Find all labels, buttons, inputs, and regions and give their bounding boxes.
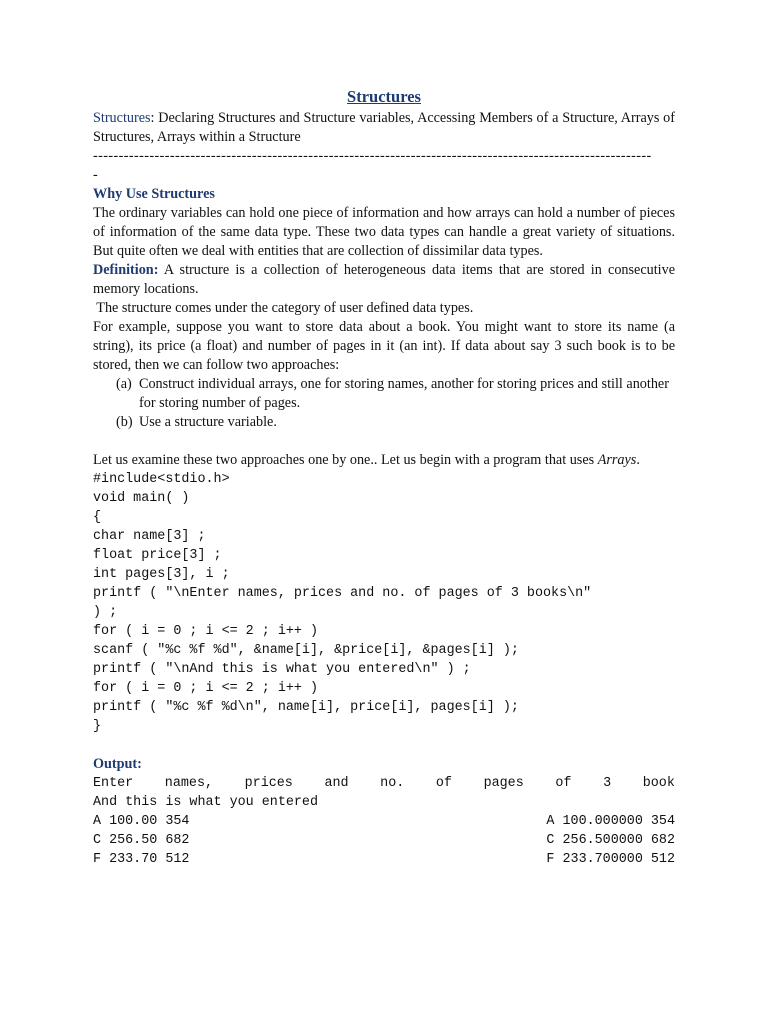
output-second-line: And this is what you entered xyxy=(93,795,318,810)
code-line: printf ( "\nEnter names, prices and no. of pages of 3 books\n" xyxy=(93,586,592,601)
list-item xyxy=(93,375,675,413)
code-line: printf ( "\nAnd this is what you entered\n" ) ; xyxy=(93,662,471,677)
output-left: C 256.50 682 xyxy=(93,833,190,848)
examine-end: . xyxy=(636,452,640,468)
output-row xyxy=(93,850,675,869)
definition-label: Definition: xyxy=(93,262,159,278)
divider-tail: - xyxy=(93,167,98,183)
code-line: printf ( "%c %f %d\n", name[i], price[i], pages[i] ); xyxy=(93,700,519,715)
code-line: #include<stdio.h> xyxy=(93,472,230,487)
output-right: F 233.700000 512 xyxy=(546,852,675,867)
list-item xyxy=(93,413,675,432)
output-word: of xyxy=(435,776,452,791)
intro-label: Structures xyxy=(93,110,151,126)
output-row xyxy=(93,831,675,850)
output-right: C 256.500000 682 xyxy=(546,833,675,848)
code-line: int pages[3], i ; xyxy=(93,567,230,582)
code-line: void main( ) xyxy=(93,491,190,506)
intro-text: : Declaring Structures and Structure variables, Accessing Members of a Structure, Arrays of Structures, Arrays within a Structure xyxy=(93,110,675,145)
intro-paragraph xyxy=(93,109,675,147)
document-page xyxy=(93,86,675,869)
list-item-text: Construct individual arrays, one for storing names, another for storing prices and still another for storing number of pages. xyxy=(139,376,669,411)
output-left: F 233.70 512 xyxy=(93,852,190,867)
output-word: Enter xyxy=(93,776,134,791)
why-paragraph: The ordinary variables can hold one piece of information and how arrays can hold a number of pieces of information of the same data type. These two data types can handle a great variety of situations. But quite often we deal with entities that are collection of dissimilar data types. xyxy=(93,205,675,259)
code-block xyxy=(93,470,675,736)
why-heading: Why Use Structures xyxy=(93,186,215,202)
code-line: char name[3] ; xyxy=(93,529,206,544)
output-word: and xyxy=(324,776,349,791)
code-line: ) ; xyxy=(93,605,118,620)
examine-text: Let us examine these two approaches one by one.. Let us begin with a program that uses xyxy=(93,452,598,468)
code-line: { xyxy=(93,510,102,525)
page-title: Structures xyxy=(347,87,421,106)
output-word: names, xyxy=(164,776,214,791)
example-paragraph: For example, suppose you want to store data about a book. You might want to store its name (a string), its price (a float) and number of pages in it (an int). If data about say 3 such book is to be stored, then we can follow two approaches: xyxy=(93,319,675,373)
output-word: no. xyxy=(380,776,405,791)
examine-italic: Arrays xyxy=(597,452,637,468)
list-item-text: Use a structure variable. xyxy=(139,414,277,430)
code-line: float price[3] ; xyxy=(93,548,222,563)
output-right: A 100.000000 354 xyxy=(546,814,675,829)
list-marker: (b) xyxy=(116,414,133,430)
code-line: scanf ( "%c %f %d", &name[i], &price[i], &pages[i] ); xyxy=(93,643,519,658)
divider-line: ------------------------------------------------------------------------------------------------------------- xyxy=(93,148,652,164)
code-line: } xyxy=(93,719,102,734)
output-word: 3 xyxy=(603,776,612,791)
examine-paragraph xyxy=(93,451,675,470)
output-first-line xyxy=(93,774,675,793)
code-line: for ( i = 0 ; i <= 2 ; i++ ) xyxy=(93,624,318,639)
approaches-list xyxy=(93,375,675,432)
list-marker: (a) xyxy=(116,376,132,392)
category-line: The structure comes under the category of user defined data types. xyxy=(93,300,474,316)
output-left: A 100.00 354 xyxy=(93,814,190,829)
definition-text: A structure is a collection of heterogeneous data items that are stored in consecutive memory locations. xyxy=(93,262,675,297)
output-word: of xyxy=(555,776,572,791)
output-heading: Output: xyxy=(93,756,142,772)
code-line: for ( i = 0 ; i <= 2 ; i++ ) xyxy=(93,681,318,696)
output-word: pages xyxy=(483,776,524,791)
definition-paragraph xyxy=(93,261,675,299)
output-word: book xyxy=(642,776,675,791)
output-word: prices xyxy=(244,776,293,791)
output-row xyxy=(93,812,675,831)
